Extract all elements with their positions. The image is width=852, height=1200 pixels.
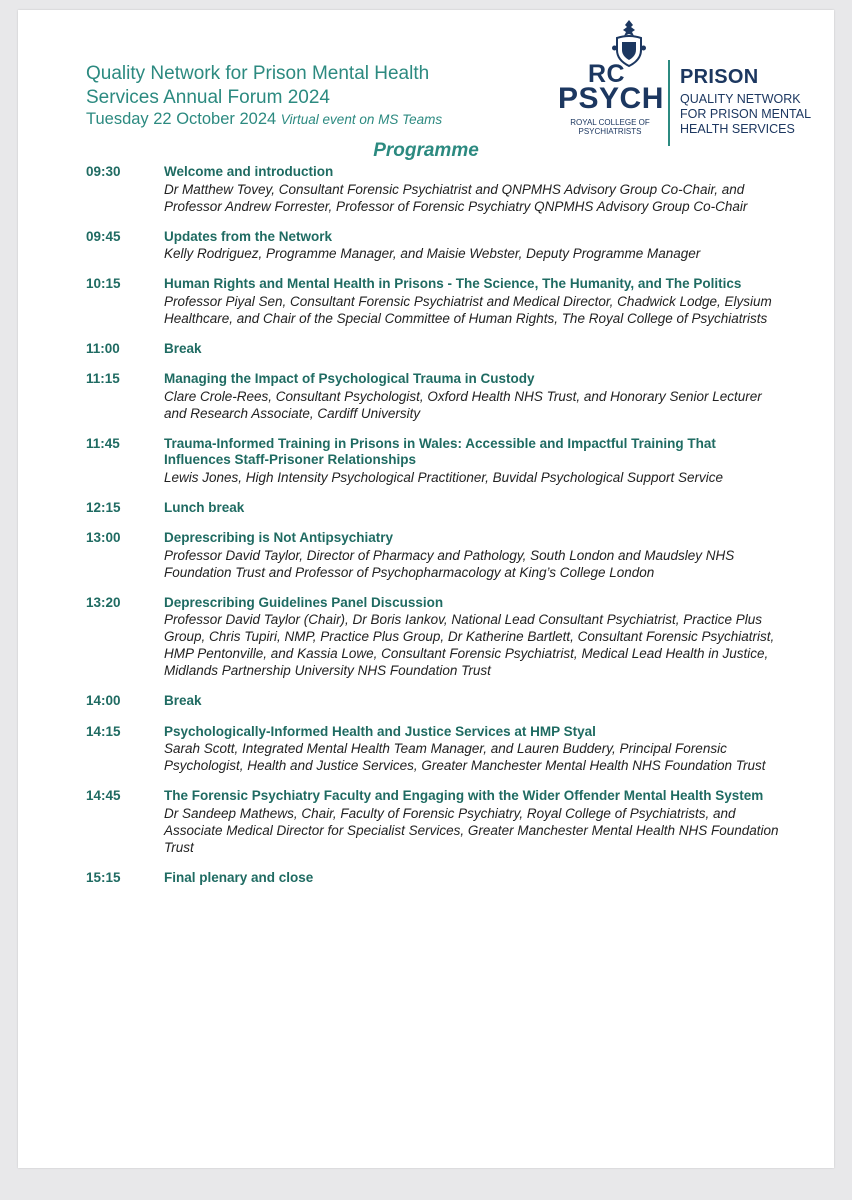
session-title: Human Rights and Mental Health in Prisons - The Science, The Humanity, and The Politics: [164, 276, 742, 291]
session-speakers: Dr Sandeep Mathews, Chair, Faculty of Forensic Psychiatry, Royal College of Psychiatrists, and Associate Medical Director for Specialist Services, Greater Manchester Mental Health NHS Foundation Trust: [164, 805, 779, 855]
session-time: 13:00: [86, 530, 121, 545]
session-title: Lunch break: [164, 499, 245, 515]
logo-network-line2: FOR PRISON MENTAL: [680, 107, 812, 121]
session-time: 11:00: [86, 340, 120, 356]
session-speakers: Sarah Scott, Integrated Mental Health Team Manager, and Lauren Buddery, Principal Forensic Psychologist, Health and Justice Services, Greater Manchester Mental Health NHS Foundation Trust: [164, 741, 766, 773]
session-title: Deprescribing is Not Antipsychiatry: [164, 530, 394, 545]
logo-college-line1: ROYAL COLLEGE OF: [570, 118, 650, 127]
session-title: Updates from the Network: [164, 228, 333, 244]
logo-network-name: [680, 92, 830, 137]
session-speakers: Kelly Rodriguez, Programme Manager, and Maisie Webster, Deputy Programme Manager: [164, 246, 701, 261]
session-item: [86, 530, 786, 581]
session-time: 09:30: [86, 164, 121, 179]
logo-college-name: [562, 118, 658, 136]
session-time: 12:15: [86, 499, 121, 515]
session-speakers: Professor David Taylor, Director of Pharmacy and Pathology, South London and Maudsley NHS Foundation Trust and Professor of Psychopharmacology at King’s College London: [164, 547, 735, 580]
logo-rc: RC: [588, 60, 626, 88]
logo-divider: [668, 60, 670, 146]
session-title: Welcome and introduction: [164, 164, 334, 179]
logo-prison: PRISON: [680, 66, 759, 88]
session-time: 15:15: [86, 869, 121, 885]
session-time: 09:45: [86, 228, 121, 244]
session-speakers: Clare Crole-Rees, Consultant Psychologist, Oxford Health NHS Trust, and Honorary Senior Lecturer and Research Associate, Cardiff University: [164, 388, 762, 421]
session-item: [86, 595, 786, 680]
session-title: Managing the Impact of Psychological Trauma in Custody: [164, 371, 535, 386]
rcpsych-prison-logo: [558, 18, 828, 148]
forum-title-line1: Quality Network for Prison Mental Health: [86, 63, 430, 84]
forum-title-line2: Services Annual Forum 2024: [86, 86, 330, 108]
programme-page: [18, 10, 834, 1168]
session-time: 10:15: [86, 276, 121, 291]
session-time: 11:15: [86, 371, 120, 386]
session-item: [86, 371, 786, 422]
session-item: [86, 341, 786, 358]
programme-schedule: [86, 164, 786, 900]
logo-psych: PSYCH: [558, 82, 664, 115]
logo-network-line3: HEALTH SERVICES: [680, 122, 795, 136]
session-speakers: Professor Piyal Sen, Consultant Forensic Psychiatrist and Medical Director, Chadwick Lodge, Elysium Healthcare, and Chair of the Special Committee of Human Rights, The Royal College of Psychiatrists: [164, 293, 772, 326]
forum-header: [86, 62, 526, 129]
session-title: Break: [164, 693, 202, 708]
forum-title: [86, 62, 526, 109]
session-item: [86, 436, 786, 486]
session-time: 11:45: [86, 435, 120, 451]
session-item: [86, 788, 786, 856]
event-venue: Virtual event on MS Teams: [280, 112, 443, 127]
session-title: Deprescribing Guidelines Panel Discussion: [164, 594, 444, 610]
session-speakers: Professor David Taylor (Chair), Dr Boris Iankov, National Lead Consultant Psychiatrist, Practice Plus Group, Chris Tupiri, NMP, Practice Plus Group, Dr Katherine Bartlett, Consultant Forensic Psychiatrist, HMP Pentonville, and Kassia Lowe, Consultant Forensic Psychiatrist, Medical Lead Health in Justice, Midlands Partnership University NHS Foundation Trust: [164, 612, 775, 678]
session-item: [86, 276, 786, 327]
session-title: Psychologically-Informed Health and Justice Services at HMP Styal: [164, 723, 596, 739]
session-item: [86, 693, 786, 710]
session-item: [86, 724, 786, 775]
session-title: The Forensic Psychiatry Faculty and Engaging with the Wider Offender Mental Health System: [164, 788, 764, 803]
event-date-line: [86, 110, 526, 129]
programme-heading: Programme: [373, 140, 479, 161]
event-date: Tuesday 22 October 2024: [86, 110, 277, 128]
session-speakers: Dr Matthew Tovey, Consultant Forensic Psychiatrist and QNPMHS Advisory Group Co-Chair, and Professor Andrew Forrester, Professor of Forensic Psychiatry QNPMHS Advisory Group Co-Chair: [164, 181, 748, 214]
session-time: 14:00: [86, 693, 121, 708]
session-title: Break: [164, 340, 202, 356]
session-item: [86, 229, 786, 263]
logo-college-line2: PSYCHIATRISTS: [578, 127, 642, 136]
session-title: Final plenary and close: [164, 869, 314, 885]
session-title: Trauma-Informed Training in Prisons in Wales: Accessible and Impactful Training That Influences Staff-Prisoner Relationships: [164, 435, 716, 467]
session-speakers: Lewis Jones, High Intensity Psychological Practitioner, Buvidal Psychological Support Service: [164, 469, 724, 485]
session-item: [86, 870, 786, 887]
session-item: [86, 500, 786, 517]
session-time: 13:20: [86, 594, 121, 610]
session-item: [86, 164, 786, 215]
session-time: 14:45: [86, 788, 121, 803]
logo-network-line1: QUALITY NETWORK: [680, 92, 801, 106]
session-time: 14:15: [86, 723, 121, 739]
